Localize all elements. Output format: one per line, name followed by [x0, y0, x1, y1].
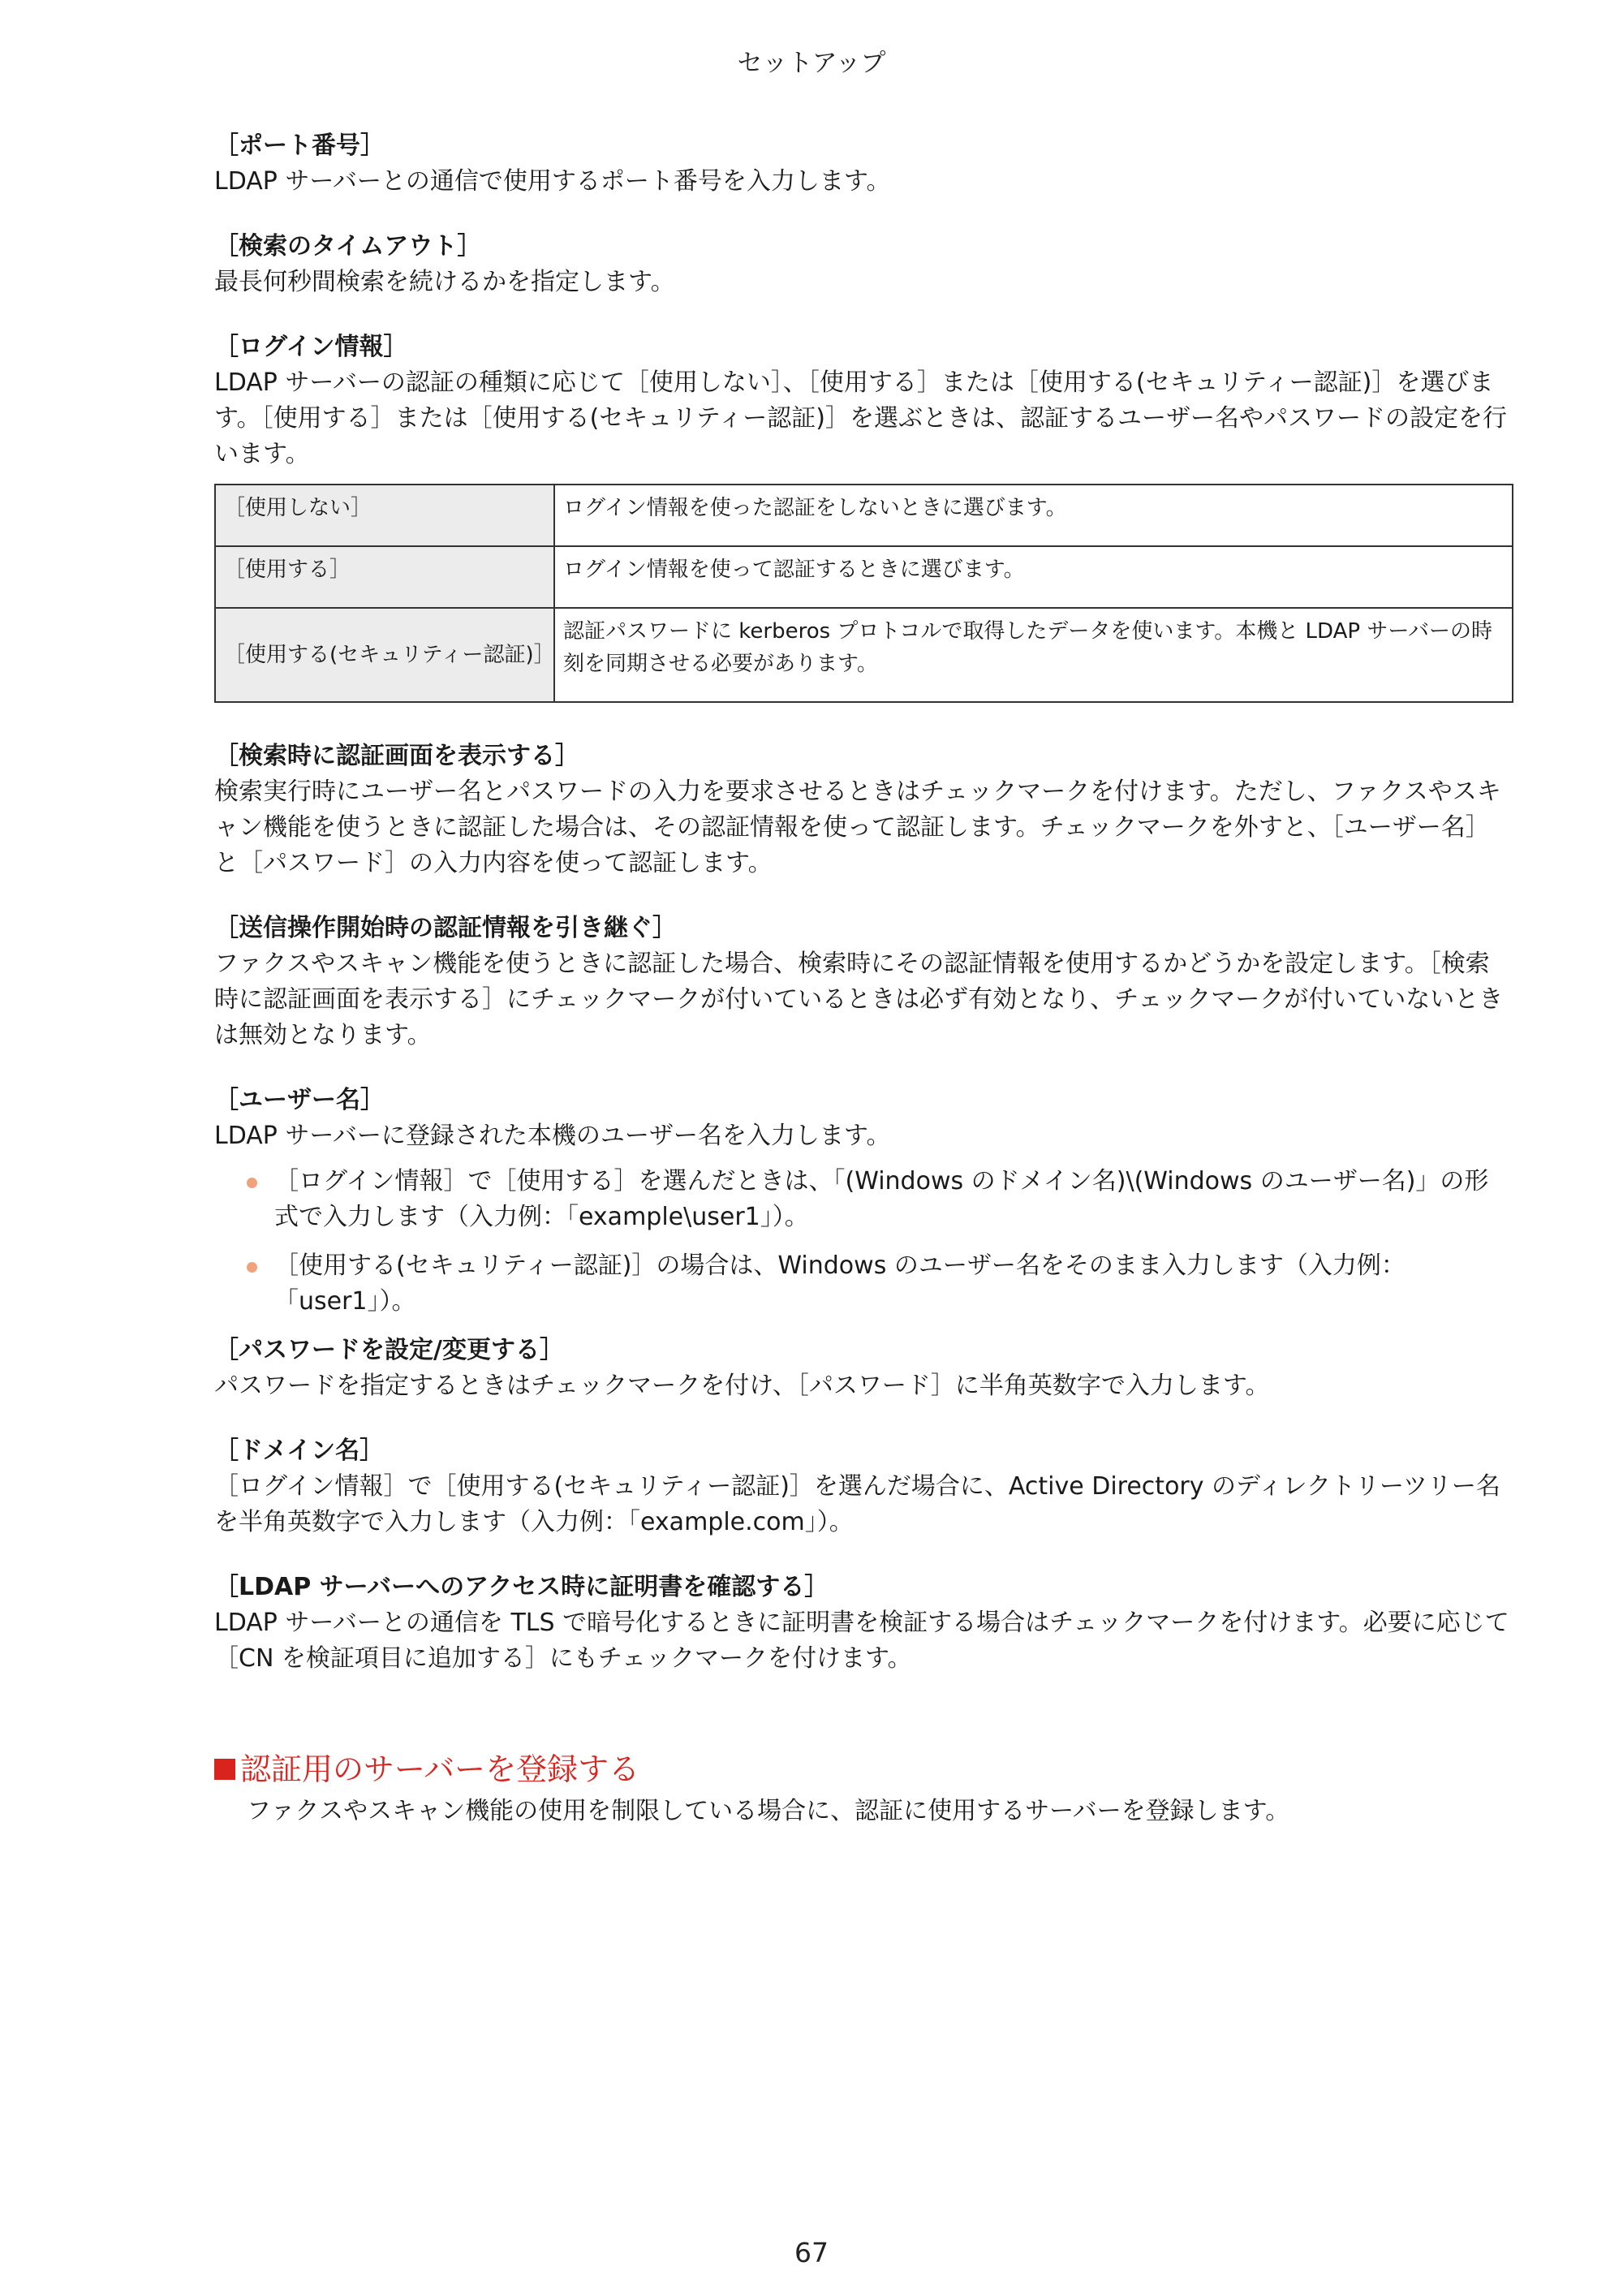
section-title-text: 認証用のサーバーを登録する [240, 1751, 640, 1787]
note-text: ［ログイン情報］で［使用する］を選んだときは、「(Windows のドメイン名)\(Windows のユーザー名)」の形式で入力します（入力例：「example\user1」）。 [274, 1167, 1489, 1231]
setting-inherit-auth-info [214, 911, 1513, 1053]
square-bullet-icon [214, 1759, 235, 1780]
setting-port-number [214, 128, 1513, 200]
table-value: ログイン情報を使って認証するときに選びます。 [554, 546, 1513, 608]
setting-title: ［LDAP サーバーへのアクセス時に証明書を確認する］ [214, 1573, 829, 1601]
setting-search-timeout [214, 229, 1513, 300]
bullet-icon [247, 1178, 257, 1188]
table-row [215, 546, 1513, 608]
setting-description: 検索実行時にユーザー名とパスワードの入力を要求させるときはチェックマークを付けます。ただし、ファクスやスキャン機能を使うときに認証した場合は、その認証情報を使って認証します。チェックマークを外すと、［ユーザー名］と［パスワード］の入力内容を使って認証します。 [214, 778, 1501, 877]
table-row [215, 485, 1513, 546]
table-key: ［使用する(セキュリティー認証)］ [215, 608, 554, 702]
setting-verify-certificate [214, 1570, 1513, 1677]
setting-description: パスワードを指定するときはチェックマークを付け、［パスワード］に半角英数字で入力します。 [214, 1372, 1270, 1400]
table-value: ログイン情報を使った認証をしないときに選びます。 [554, 485, 1513, 546]
section-description: ファクスやスキャン機能の使用を制限している場合に、認証に使用するサーバーを登録します。 [247, 1797, 1290, 1825]
setting-show-auth-screen [214, 739, 1513, 881]
list-item [214, 1248, 1513, 1320]
setting-description: LDAP サーバーに登録された本機のユーザー名を入力します。 [214, 1122, 891, 1150]
table-row [215, 608, 1513, 702]
setting-domain-name [214, 1433, 1513, 1540]
setting-title: ［パスワードを設定/変更する］ [214, 1336, 564, 1364]
setting-title: ［検索のタイムアウト］ [214, 232, 482, 261]
setting-description: LDAP サーバーとの通信で使用するポート番号を入力します。 [214, 167, 891, 196]
setting-title: ［ユーザー名］ [214, 1086, 385, 1114]
setting-title: ［ログイン情報］ [214, 333, 408, 361]
list-item [214, 1164, 1513, 1235]
setting-title: ［ポート番号］ [214, 131, 385, 160]
user-name-notes [214, 1164, 1513, 1320]
setting-description: ［ログイン情報］で［使用する(セキュリティー認証)］を選んだ場合に、Active Directory のディレクトリーツリー名を半角英数字で入力します（入力例：「example.com」）。 [214, 1472, 1500, 1536]
document-body [214, 128, 1513, 1829]
table-value: 認証パスワードに kerberos プロトコルで取得したデータを使います。本機と LDAP サーバーの時刻を同期させる必要があります。 [554, 608, 1513, 702]
setting-login-info [214, 330, 1513, 472]
table-key: ［使用しない］ [215, 485, 554, 546]
login-options-table [214, 484, 1513, 703]
bullet-icon [247, 1262, 257, 1273]
setting-title: ［検索時に認証画面を表示する］ [214, 742, 579, 770]
setting-description: LDAP サーバーの認証の種類に応じて［使用しない］、［使用する］または［使用する(セキュリティー認証)］を選びます。［使用する］または［使用する(セキュリティー認証)］を選ぶときは、認証するユーザー名やパスワードの設定を行います。 [214, 368, 1508, 468]
setting-title: ［ドメイン名］ [214, 1437, 385, 1465]
page-number: 67 [794, 2237, 829, 2268]
table-key: ［使用する］ [215, 546, 554, 608]
setting-description: 最長何秒間検索を続けるかを指定します。 [214, 268, 675, 296]
section-register-auth-server [214, 1748, 1513, 1829]
setting-description: LDAP サーバーとの通信を TLS で暗号化するときに証明書を検証する場合はチェックマークを付けます。必要に応じて［CN を検証項目に追加する］にもチェックマークを付けます。 [214, 1609, 1509, 1673]
page-header: セットアップ [737, 49, 886, 78]
setting-password [214, 1333, 1513, 1404]
setting-user-name [214, 1083, 1513, 1154]
note-text: ［使用する(セキュリティー認証)］の場合は、Windows のユーザー名をそのまま入力します（入力例：「user1」）。 [274, 1251, 1406, 1316]
section-title [214, 1748, 1513, 1790]
setting-title: ［送信操作開始時の認証情報を引き継ぐ］ [214, 914, 677, 942]
setting-description: ファクスやスキャン機能を使うときに認証した場合、検索時にその認証情報を使用するかどうかを設定します。［検索時に認証画面を表示する］にチェックマークが付いているときは必ず有効となり、チェックマークが付いていないときは無効となります。 [214, 950, 1504, 1049]
